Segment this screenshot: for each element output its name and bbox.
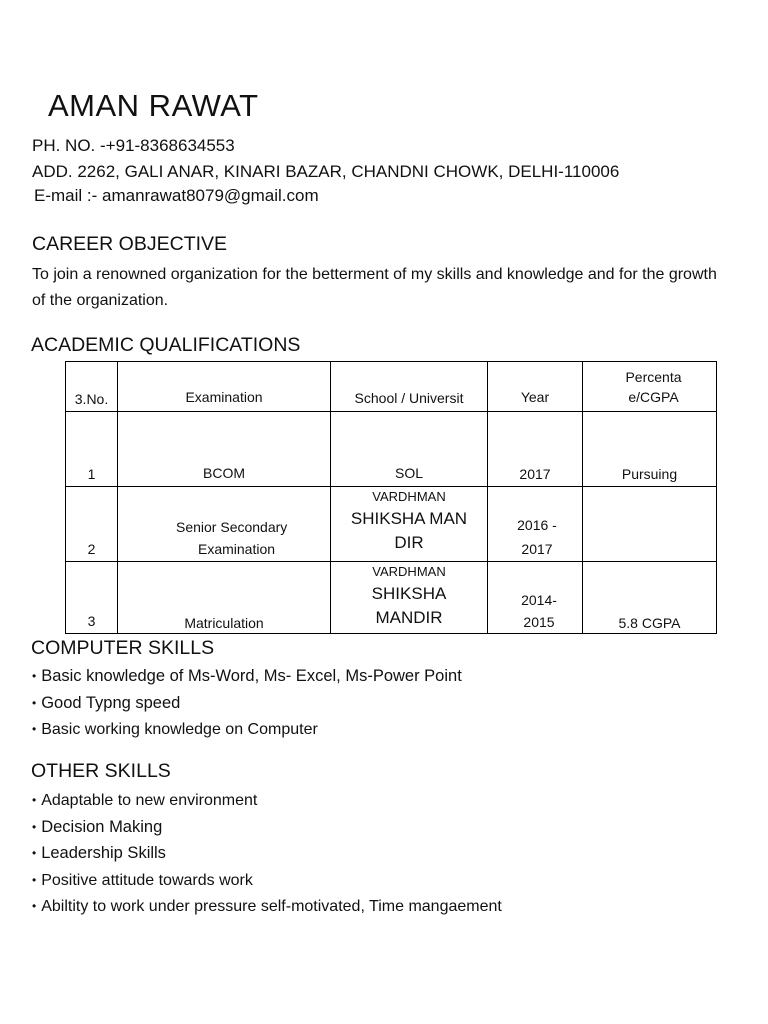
row-3-school-line-3: MANDIR <box>375 608 443 627</box>
list-item <box>32 787 502 814</box>
bullet-icon: • <box>32 793 37 807</box>
row-2-year-line-2: 2017 <box>521 541 553 557</box>
other-skills-list <box>32 787 502 920</box>
bullet-icon: • <box>32 846 37 860</box>
list-item-text: Leadership Skills <box>41 844 166 862</box>
computer-skills-list <box>32 663 462 743</box>
row-1-sno: 1 <box>66 412 118 487</box>
header-examination: Examination <box>118 362 331 412</box>
list-item <box>32 663 462 690</box>
row-1-year: 2017 <box>488 412 583 487</box>
list-item-text: Basic working knowledge on Computer <box>41 721 318 738</box>
row-2-examination <box>118 487 331 562</box>
header-percentage <box>583 362 717 412</box>
table-row <box>66 487 717 562</box>
bullet-icon: • <box>32 899 37 913</box>
list-item <box>32 690 462 717</box>
row-1-examination: BCOM <box>118 412 331 487</box>
list-item <box>32 840 502 867</box>
row-3-school <box>331 562 488 634</box>
header-percentage-line-1: Percenta <box>625 369 682 385</box>
row-2-year <box>488 487 583 562</box>
table-header-row <box>66 362 717 412</box>
row-3-examination: Matriculation <box>118 562 331 634</box>
bullet-icon: • <box>32 872 37 887</box>
email: E-mail :- amanrawat8079@gmail.com <box>34 186 319 205</box>
row-3-year-line-1: 2014- <box>521 592 557 608</box>
row-1-school: SOL <box>331 412 488 487</box>
row-3-school-line-1: VARDHMAN <box>372 564 446 579</box>
row-2-year-line-1: 2016 - <box>517 517 557 533</box>
bullet-icon: • <box>32 819 37 834</box>
header-year: Year <box>488 362 583 412</box>
row-2-school-line-2: SHIKSHA MAN <box>350 509 468 528</box>
address: ADD. 2262, GALI ANAR, KINARI BAZAR, CHANDNI CHOWK, DELHI-110006 <box>32 162 620 181</box>
career-objective-heading: CAREER OBJECTIVE <box>32 233 228 255</box>
table-row <box>66 562 717 634</box>
row-1-result: Pursuing <box>583 412 717 487</box>
list-item <box>32 716 462 743</box>
row-2-sno: 2 <box>66 487 118 562</box>
row-3-school-line-2: SHIKSHA <box>371 584 447 603</box>
row-3-year-line-2: 2015 <box>523 614 555 630</box>
header-sno: 3.No. <box>66 362 118 412</box>
list-item-text: Positive attitude towards work <box>41 871 253 889</box>
row-2-result <box>583 487 717 562</box>
other-skills-heading: OTHER SKILLS <box>31 760 171 782</box>
career-objective-text: To join a renowned organization for the betterment of my skills and knowledge and for the growth of the organization. <box>32 266 717 309</box>
row-2-exam-line-2: Examination <box>198 541 276 557</box>
bullet-icon: • <box>32 722 37 736</box>
list-item-text: Good Typng speed <box>41 693 181 712</box>
academic-qualifications-heading: ACADEMIC QUALIFICATIONS <box>31 334 301 356</box>
row-2-exam-line-1: Senior Secondary <box>176 519 288 535</box>
candidate-name: AMAN RAWAT <box>48 88 259 123</box>
list-item-text: Basic knowledge of Ms-Word, Ms- Excel, Ms-Power Point <box>41 667 462 685</box>
row-3-sno: 3 <box>66 562 118 634</box>
bullet-icon: • <box>32 695 37 710</box>
bullet-icon: • <box>32 669 37 683</box>
academic-qualifications-table <box>65 361 717 634</box>
table-row <box>66 412 717 487</box>
list-item <box>32 893 502 920</box>
header-school: School / Universit <box>331 362 488 412</box>
computer-skills-heading: COMPUTER SKILLS <box>31 637 215 659</box>
phone-number: PH. NO. -+91-8368634553 <box>32 136 235 155</box>
list-item <box>32 867 502 894</box>
list-item <box>32 814 502 841</box>
row-3-result: 5.8 CGPA <box>583 562 717 634</box>
row-3-year <box>488 562 583 634</box>
list-item-text: Adaptable to new environment <box>41 792 258 809</box>
list-item-text: Abiltity to work under pressure self-motivated, Time mangaement <box>41 898 502 915</box>
row-2-school-line-1: VARDHMAN <box>372 489 446 504</box>
row-2-school-line-3: DIR <box>394 533 424 552</box>
header-percentage-line-2: e/CGPA <box>628 389 679 405</box>
list-item-text: Decision Making <box>41 817 163 836</box>
row-2-school <box>331 487 488 562</box>
